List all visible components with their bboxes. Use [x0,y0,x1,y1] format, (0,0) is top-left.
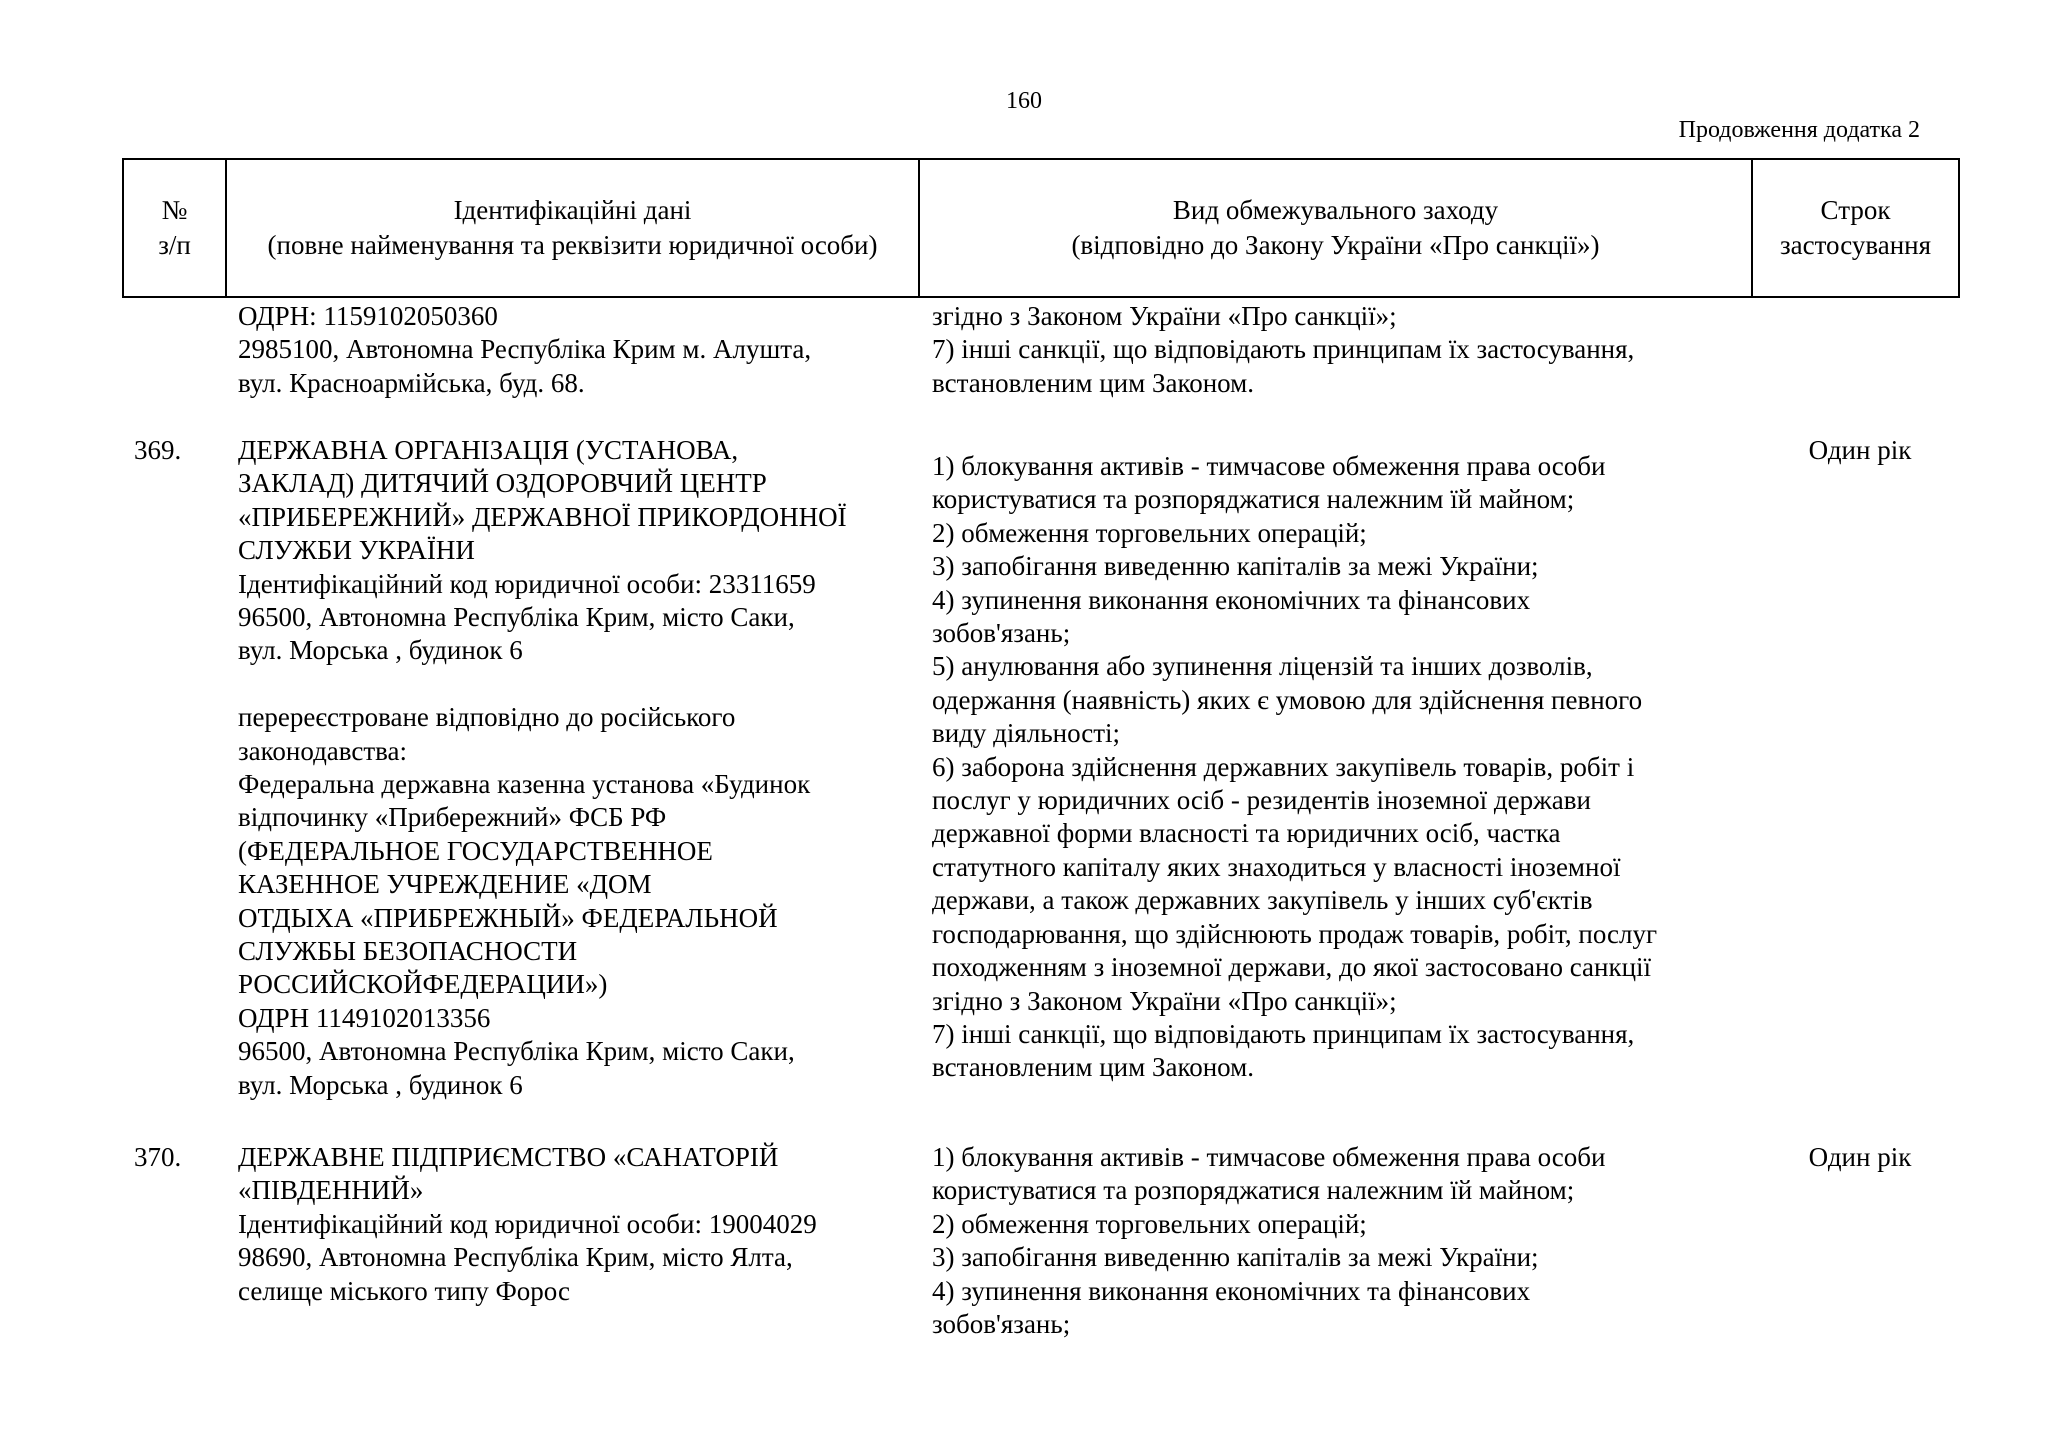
sanction-line: 2) обмеження торговельних операцій; [932,517,1367,548]
ident-line: вул. Красноармійська, буд. 68. [238,367,585,398]
ident-line: Федеральна державна казенна установа «Будинок [238,769,811,800]
identification-cell [238,300,928,400]
entry-number: 369. [134,435,182,465]
header-text: з/п [158,230,191,260]
sanction-line: 1) блокування активів - тимчасове обмеження права особи [932,1142,1606,1172]
ident-line: 2985100, Автономна Республіка Крим м. Алушта, [238,334,812,365]
sanction-line: походженням з іноземної держави, до якої застосовано санкції [932,952,1652,983]
sanction-line: згідно з Законом України «Про санкції»; [932,301,1397,331]
ident-line: Ідентифікаційний код юридичної особи: 23311659 [238,568,816,599]
sanction-line: 4) зупинення виконання економічних та фінансових [932,584,1531,615]
sanction-line: користуватися та розпоряджатися належним їй майном; [932,484,1575,515]
sanction-line: користуватися та розпоряджатися належним їй майном; [932,1175,1575,1206]
header-text: № [161,195,188,225]
sanction-line: 2) обмеження торговельних операцій; [932,1208,1367,1239]
term-cell: Один рік [1808,435,1912,465]
sanction-line: 3) запобігання виведенню капіталів за межі України; [932,1242,1539,1273]
ident-line: відпочинку «Прибережний» ФСБ РФ [238,802,667,833]
sanction-line: згідно з Законом України «Про санкції»; [932,985,1397,1016]
ident-line: ОДРН: 1159102050360 [238,301,498,331]
sanction-line: виду діяльності; [932,718,1121,749]
sanction-line: 7) інші санкції, що відповідають принципам їх застосування, [932,1018,1635,1049]
ident-line: вул. Морська , будинок 6 [238,1069,523,1100]
sanction-line: держави, а також державних закупівель у інших суб'єктів [932,885,1593,916]
sanction-line: 7) інші санкції, що відповідають принципам їх застосування, [932,334,1635,365]
sanctions-cell [932,450,1762,1085]
sanctions-cell [932,1141,1762,1341]
sanction-line: 5) анулювання або зупинення ліцензій та інших дозволів, [932,651,1593,682]
ident-line: КАЗЕННОЕ УЧРЕЖДЕНИЕ «ДОМ [238,869,652,900]
ident-line: «ПРИБЕРЕЖНИЙ» ДЕРЖАВНОЇ ПРИКОРДОННОЇ [238,501,847,532]
ident-line: 96500, Автономна Республіка Крим, місто Саки, [238,602,795,633]
term-cell: Один рік [1808,1142,1912,1172]
ident-line: ОДРН 1149102013356 [238,1002,491,1033]
ident-line: ДЕРЖАВНА ОРГАНІЗАЦІЯ (УСТАНОВА, [238,435,739,465]
sanction-line: зобов'язань; [932,1309,1071,1340]
header-term-column [1753,160,1958,296]
sanction-line: встановленим цим Законом. [932,1052,1254,1083]
sanction-line: одержання (наявність) яких є умовою для здійснення певного [932,684,1643,715]
ident-line: РОССИЙСКОЙФЕДЕРАЦИИ») [238,969,608,1000]
ident-line: (ФЕДЕРАЛЬНОЕ ГОСУДАРСТВЕННОЕ [238,835,713,866]
header-text: Строк [1820,195,1891,225]
identification-cell [238,1141,928,1308]
sanction-line: 6) заборона здійснення державних закупівель товарів, робіт і [932,751,1635,782]
sanction-line: встановленим цим Законом. [932,367,1254,398]
ident-line: 98690, Автономна Республіка Крим, місто Ялта, [238,1242,793,1273]
ident-line: ДЕРЖАВНЕ ПІДПРИЄМСТВО «САНАТОРІЙ [238,1142,779,1172]
header-text: (повне найменування та реквізити юридичної особи) [267,230,878,260]
ident-line: Ідентифікаційний код юридичної особи: 19004029 [238,1208,817,1239]
ident-line: 96500, Автономна Республіка Крим, місто Саки, [238,1036,795,1067]
sanction-line: послуг у юридичних осіб - резидентів іноземної держави [932,785,1591,816]
header-text: (відповідно до Закону України «Про санкції») [1071,230,1600,260]
header-identification-column [227,160,920,296]
header-text: Вид обмежувального заходу [1172,195,1499,225]
entry-number: 370. [134,1142,182,1172]
page-number: 160 [1006,88,1042,114]
sanction-line: 1) блокування активів - тимчасове обмеження права особи [932,451,1606,481]
header-sanction-type-column [920,160,1753,296]
header-text: Ідентифікаційні дані [453,195,692,225]
sanctions-cell [932,300,1762,400]
header-number-column [124,160,227,296]
ident-line: ОТДЫХА «ПРИБРЕЖНЫЙ» ФЕДЕРАЛЬНОЙ [238,902,778,933]
header-text: застосування [1779,230,1932,260]
sanction-line: 4) зупинення виконання економічних та фінансових [932,1275,1531,1306]
ident-line: СЛУЖБИ УКРАЇНИ [238,535,475,566]
sanction-line: зобов'язань; [932,618,1071,649]
ident-line: ЗАКЛАД) ДИТЯЧИЙ ОЗДОРОВЧИЙ ЦЕНТР [238,468,767,499]
ident-spacer [238,668,928,701]
ident-line: «ПІВДЕННИЙ» [238,1175,424,1206]
sanction-line: статутного капіталу яких знаходиться у власності іноземної [932,851,1621,882]
ident-line: законодавства: [238,735,408,766]
table-header [122,158,1960,298]
ident-line: СЛУЖБЫ БЕЗОПАСНОСТИ [238,936,578,967]
sanction-line: 3) запобігання виведенню капіталів за межі України; [932,551,1539,582]
sanction-line: господарювання, що здійснюють продаж товарів, робіт, послуг [932,918,1658,949]
ident-line: перереєстроване відповідно до російського [238,702,736,733]
ident-line: селище міського типу Форос [238,1275,570,1306]
identification-cell [238,434,928,1102]
sanction-line: державної форми власності та юридичних осіб, частка [932,818,1561,849]
continuation-label: Продовження додатка 2 [1678,117,1920,143]
ident-line: вул. Морська , будинок 6 [238,635,523,666]
